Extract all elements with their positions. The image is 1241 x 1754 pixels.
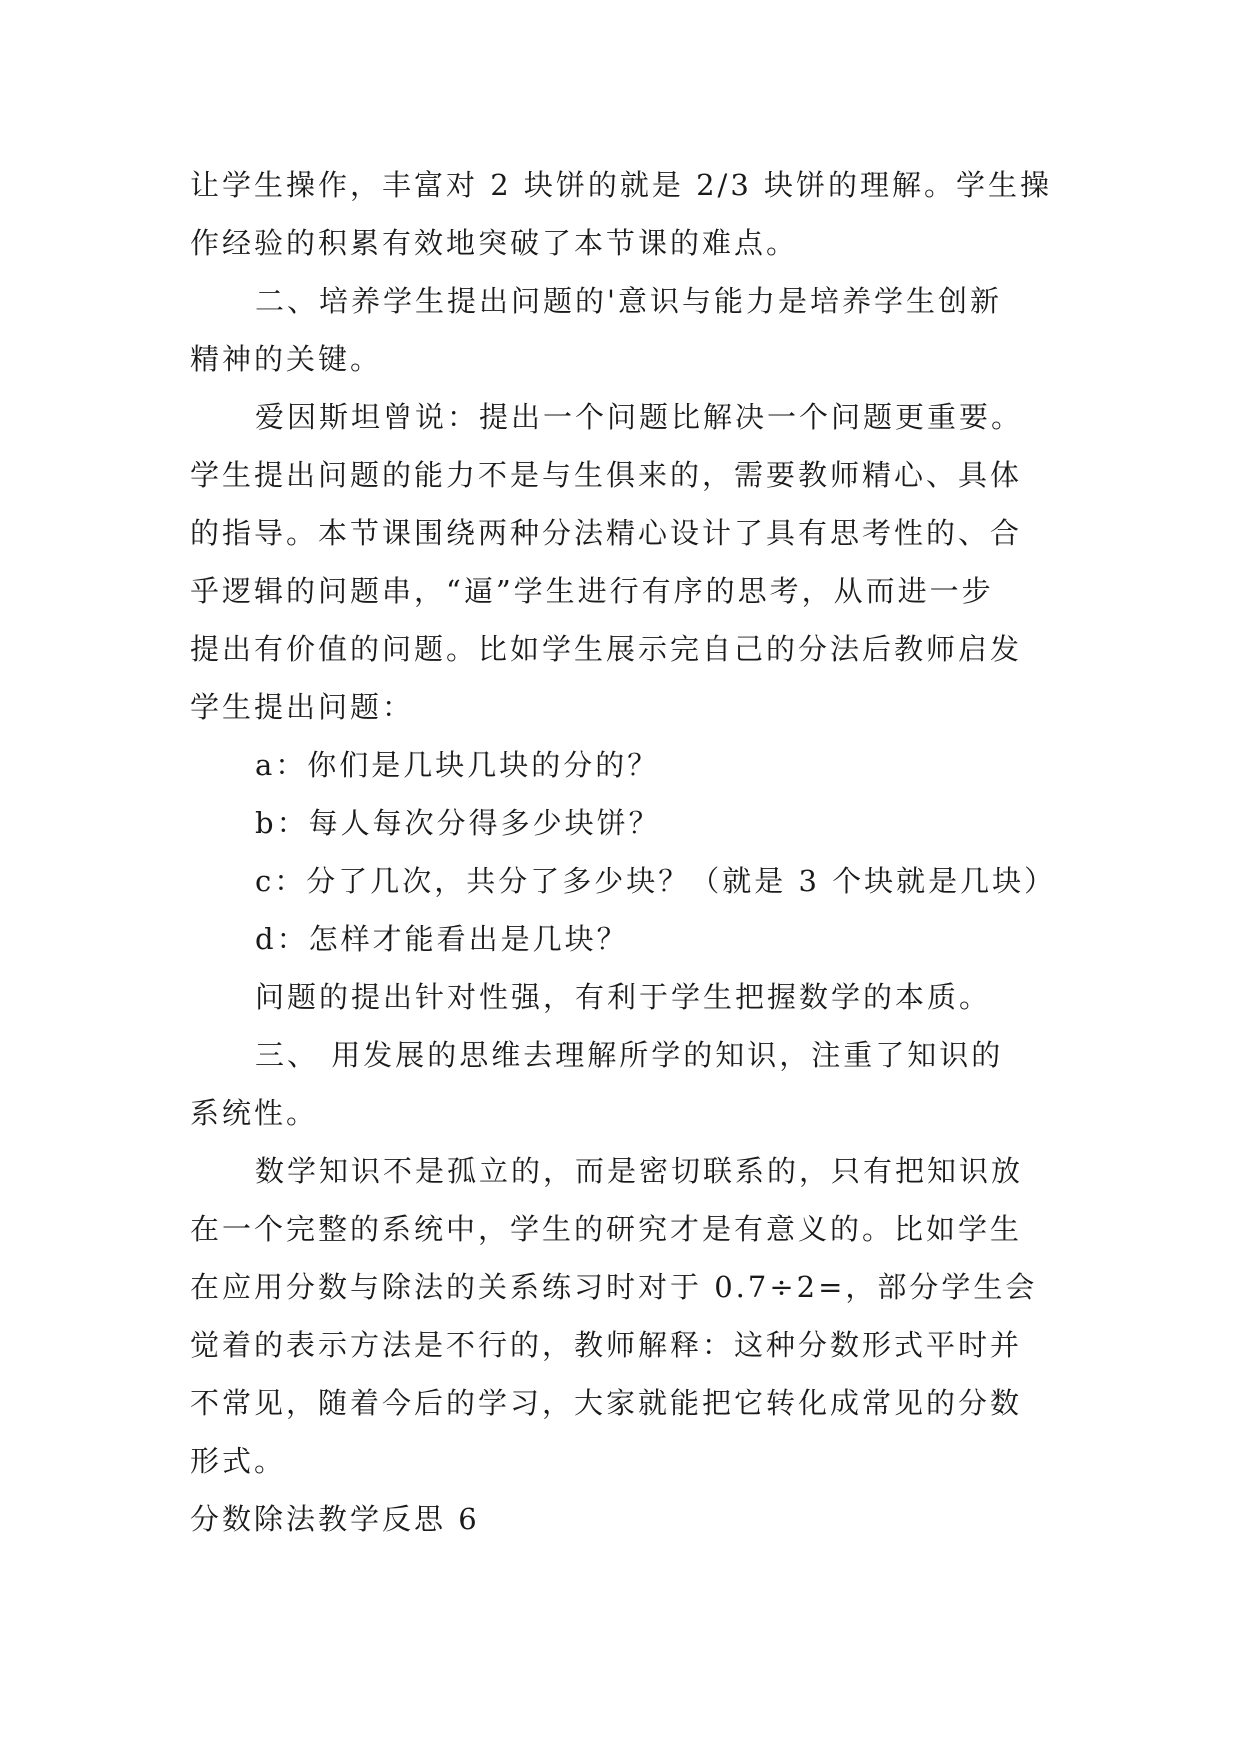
section-heading: 三、 用发展的思维去理解所学的知识，注重了知识的 (255, 1038, 1004, 1072)
question-item: d：怎样才能看出是几块？ (255, 922, 629, 956)
section-heading: 二、培养学生提出问题的'意识与能力是培养学生创新 (255, 284, 1002, 318)
text-line: 乎逻辑的问题串，“逼”学生进行有序的思考，从而进一步 (190, 574, 994, 608)
section-heading-cont: 精神的关键。 (190, 342, 383, 376)
text-line: 觉着的表示方法是不行的，教师解释：这种分数形式平时并 (190, 1328, 1023, 1362)
text-line: 不常见，随着今后的学习，大家就能把它转化成常见的分数 (190, 1386, 1023, 1420)
document-title: 分数除法教学反思 6 (190, 1502, 480, 1536)
text-line: 学生提出问题： (190, 690, 415, 724)
text-line: 让学生操作，丰富对 2 块饼的就是 2/3 块饼的理解。学生操 (190, 168, 1052, 202)
text-line: 形式。 (190, 1444, 287, 1478)
text-line: 在应用分数与除法的关系练习时对于 0.7÷2=，部分学生会 (190, 1270, 1038, 1304)
text-line: 在一个完整的系统中，学生的研究才是有意义的。比如学生 (190, 1212, 1023, 1246)
question-item: c：分了几次，共分了多少块？（就是 3 个块就是几块） (255, 864, 1057, 898)
text-line: 作经验的积累有效地突破了本节课的难点。 (190, 226, 799, 260)
text-line: 的指导。本节课围绕两种分法精心设计了具有思考性的、合 (190, 516, 1023, 550)
text-line: 数学知识不是孤立的，而是密切联系的，只有把知识放 (255, 1154, 1024, 1188)
text-line: 学生提出问题的能力不是与生俱来的，需要教师精心、具体 (190, 458, 1023, 492)
section-heading-cont: 系统性。 (190, 1096, 319, 1130)
text-line: 爱因斯坦曾说：提出一个问题比解决一个问题更重要。 (255, 400, 1024, 434)
text-line: 提出有价值的问题。比如学生展示完自己的分法后教师启发 (190, 632, 1023, 666)
question-item: a：你们是几块几块的分的？ (255, 748, 660, 782)
text-line: 问题的提出针对性强，有利于学生把握数学的本质。 (255, 980, 992, 1014)
question-item: b：每人每次分得多少块饼？ (255, 806, 661, 840)
